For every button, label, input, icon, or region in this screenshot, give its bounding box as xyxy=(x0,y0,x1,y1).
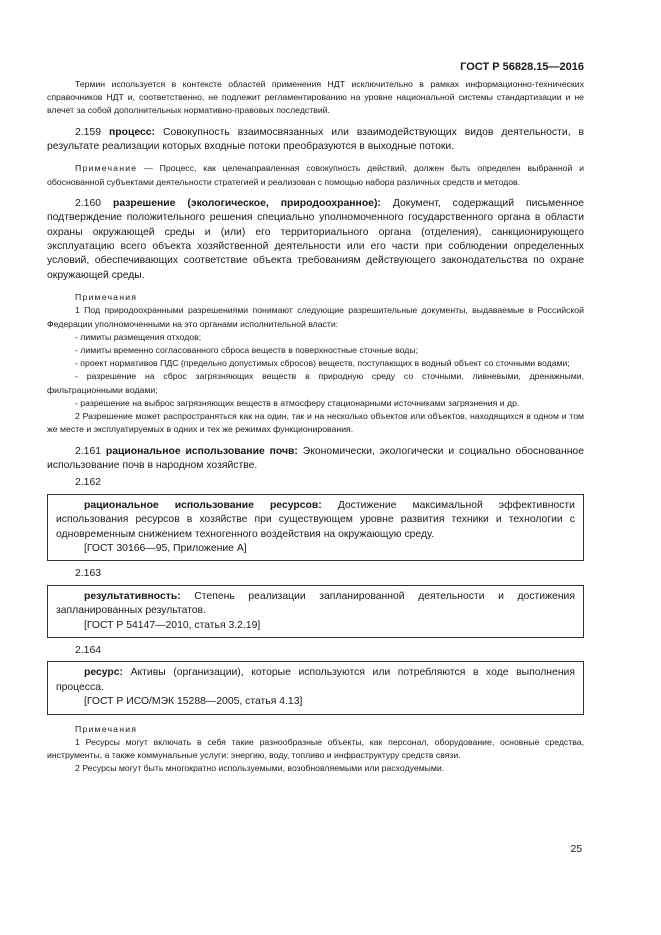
term-number-2163: 2.163 xyxy=(75,568,102,580)
term-definition: Документ, содержащий письменное подтверждение положительного решения специально уполномоченного государственного органа в области охраны окружающей среды и (или) его территориального органа (отделения), санкционирующего эксплуатацию всего объекта хозяйственной деятельности или его части при соблюдении определенных условий, обеспечивающих соответствие объекта требованиям действующего законодательства по охране окружающей среды. xyxy=(47,197,585,281)
term-2160 xyxy=(47,197,584,283)
term-2161 xyxy=(47,445,584,474)
term-definition: Активы (организации), которые используются или потребляются в ходе выполнения процесса. xyxy=(56,667,575,693)
term-2164-note-2: 2 Ресурсы могут быть многократно используемыми, возобновляемыми или расходуемыми. xyxy=(75,763,445,774)
note-list-item: - разрешение на выброс загрязняющих веществ в атмосферу стационарными источниками загрязнения и др. xyxy=(75,397,520,408)
term-definition: Степень реализации запланированной деятельности и достижения запланированных результатов. xyxy=(56,590,575,617)
term-2164-note-1: 1 Ресурсы могут включать в себя такие разнообразные объекты, как персонал, оборудование, основные средства, инструменты, а также коммунальные услуги: энергию, воду, топливо и инфраструктуру средств связи. xyxy=(47,736,584,760)
intro-note: Термин используется в контексте областей применения НДТ исключительно в рамках информационно-технических справочников НДТ и, соответственно, не подлежит регламентированию на уровне национальной системы стандартизации и не влечет за собой дополнительных нормативно-правовых последствий. xyxy=(47,79,584,116)
term-reference: [ГОСТ Р ИСО/МЭК 15288—2005, статья 4.13] xyxy=(84,696,303,708)
term-number: 2.159 xyxy=(75,126,102,138)
page-number: 25 xyxy=(570,844,582,855)
term-definition: Экономически, экологически и социально обоснованное использование почв в народном хозяйстве. xyxy=(47,445,584,471)
term-reference: [ГОСТ Р 54147—2010, статья 3.2.19] xyxy=(84,619,261,631)
page-content xyxy=(47,78,584,775)
term-number: 2.160 xyxy=(75,197,102,209)
term-number: 2.161 xyxy=(75,445,102,457)
term-box-2162 xyxy=(47,494,584,562)
note-list-item: - лимиты размещения отходов; xyxy=(75,331,202,342)
term-definition: Совокупность взаимосвязанных или взаимодействующих видов деятельности, в результате реализации которых входные потоки преобразуются в выходные потоки. xyxy=(47,126,584,153)
term-number-2164: 2.164 xyxy=(75,644,102,656)
term-2159 xyxy=(47,126,584,155)
term-name: процесс: xyxy=(108,126,155,138)
note-text: — Процесс, как целенаправленная совокупность действий, должен быть определен выбранной и обоснованной субъектами деятельности стратегией и реализован с помощью набора различных средств и методов. xyxy=(47,163,584,187)
term-2160-note-1: 1 Под природоохранными разрешениями понимают следующие разрешительные документы, выдаваемые в Российской Федерации уполномоченными на это органами исполнительной власти: xyxy=(47,305,584,329)
notes-label: Примечания xyxy=(75,723,138,734)
term-reference: [ГОСТ 30166—95, Приложение А] xyxy=(84,542,247,554)
term-box-2164 xyxy=(47,661,584,714)
term-2159-note xyxy=(47,162,584,188)
term-2163 xyxy=(56,590,575,619)
term-name: разрешение (экологическое, природоохранное): xyxy=(113,197,381,209)
term-2162 xyxy=(56,499,575,542)
term-2160-note-2: 2 Разрешение может распространяться как на один, так и на несколько объектов или объектов, находящихся в одном и том же месте и эксплуатируемых в одних и тех же режимах функционирования. xyxy=(47,411,584,435)
note-label: Примечание xyxy=(75,163,138,174)
term-name: результативность: xyxy=(84,590,181,602)
notes-label: Примечания xyxy=(75,292,138,303)
term-name: ресурс: xyxy=(84,667,123,679)
term-name: рациональное использование ресурсов: xyxy=(84,499,322,511)
note-list-item: - проект нормативов ПДС (предельно допустимых сбросов) веществ, поступающих в водный объект со сточными водами; xyxy=(75,358,570,369)
note-list-item: - разрешение на сброс загрязняющих веществ в природную среду со сточными, ливневыми, дренажными, фильтрационными водами; xyxy=(47,371,584,395)
term-number-2162: 2.162 xyxy=(75,477,102,489)
term-definition: Достижение максимальной эффективности использования ресурсов в хозяйстве при существующем уровне развития техники и технологии с одновременным снижением техногенного воздействия на окружающую среду. xyxy=(56,499,575,540)
term-box-2163 xyxy=(47,585,584,638)
term-name: рациональное использование почв: xyxy=(105,445,298,457)
note-list-item: - лимиты временно согласованного сброса веществ в поверхностные сточные воды; xyxy=(75,345,418,356)
standard-header: ГОСТ Р 56828.15—2016 xyxy=(460,61,584,73)
term-2164 xyxy=(56,666,575,695)
